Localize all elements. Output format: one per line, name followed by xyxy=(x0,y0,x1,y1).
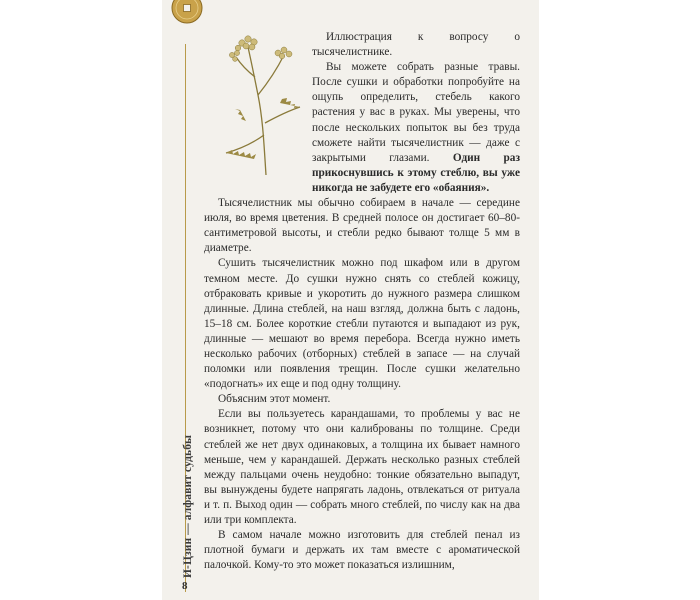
coin-icon xyxy=(169,0,205,26)
paragraph-2: Тысячелистник мы обычно собираем в начале — середине июля, во время цветения. В средней полосе он достигает 60–80-сантиметровой высоты, и стебли редко бывают толще 5 мм в диаметре. xyxy=(204,197,520,255)
paragraph-4: Объясним этот момент. xyxy=(218,393,331,406)
running-title: И-Цзин — алфавит судьбы xyxy=(182,434,194,578)
illustration-side-text xyxy=(312,30,520,196)
paragraph-6: В самом начале можно изготовить для стеблей пенал из плотной бумаги и держать их там вместе с ароматической палочкой. Кому-то это может показаться излишним, xyxy=(204,529,520,572)
paragraph-1 xyxy=(312,60,520,196)
paragraph-3: Сушить тысячелистник можно под шкафом или в другом темном месте. До сушки нужно снять со стеблей кожицу, отбраковать кривые и укоротить до нужного размера слишком длинные. Длина стеблей, на наш взгляд, должна быть с ладонь, 15–18 см. Более короткие стебли путаются и выпадают из рук, длинные — мешают во время перебора. Всегда нужно иметь несколько рабочих (отборных) стеблей в запасе — на случай поломки или появления трещин. После сушки желательно «подогнать» их еще и под одну толщину. xyxy=(204,257,520,391)
paragraph-5: Если вы пользуетесь карандашами, то проблемы у вас не возникнет, потому что они калиброваны по толщине. Среди стеблей же нет двух одинаковых, а толщина их бывает намного меньше, чем у карандашей. Держать несколько разных стеблей между пальцами очень неудобно: тонкие обязательно выпадут, вы вынуждены будете напрягать ладонь, отвлекаться от ритуала и т. п. Выход один — собрать много стеблей, по числу как на два или три комплекта. xyxy=(204,408,520,526)
paragraph-1-bold: Один раз прикоснувшись к этому стеблю, вы уже никогда не забудете его «обаяния». xyxy=(312,151,520,194)
paragraph-caption: Иллюстрация к вопросу о тысячелистнике. xyxy=(312,31,520,59)
page-number: 8 xyxy=(182,580,188,592)
body-text xyxy=(204,30,520,573)
paragraph-1-text: Вы можете собрать разные травы. После сушки и обработки попробуйте на ощупь определить, стебель какого растения у вас в руках. Мы уверены, что после нескольких попыток вы без труда сможете найти тысячелистник — даже с закрытыми глазами. xyxy=(312,61,520,164)
